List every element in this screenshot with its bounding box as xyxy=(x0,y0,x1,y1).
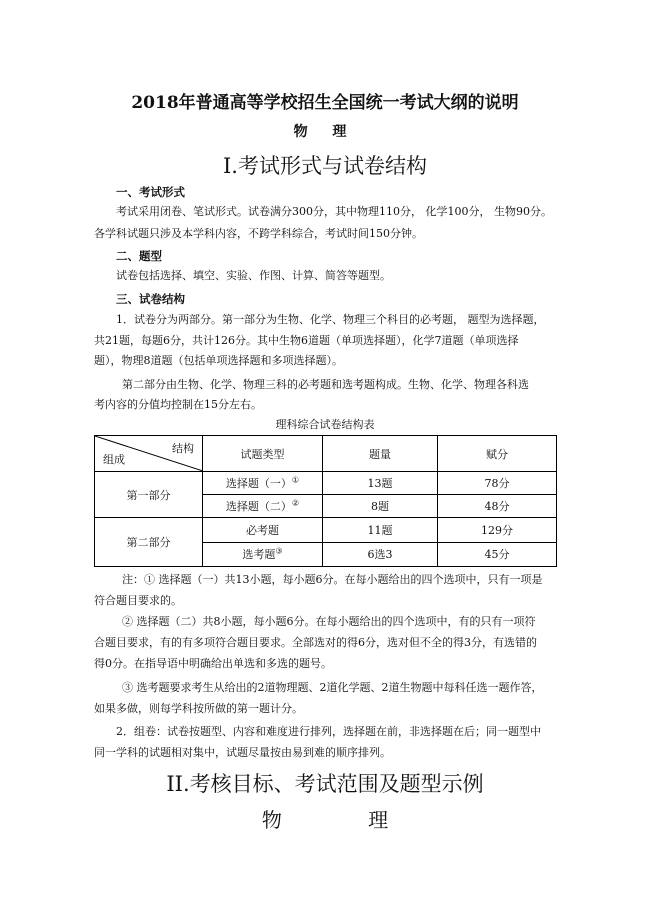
note2-line2: 合题目要求，有的有多项符合题目要求。全部选对的得6分，选对但不全的得3分，有选错的 xyxy=(94,636,537,649)
row-count: 8题 xyxy=(323,495,438,518)
part-two-label: 第二部分 xyxy=(95,518,203,567)
footnote-mark: ① xyxy=(291,475,300,485)
note3-line1: ③ 选考题要求考生从给出的2道物理题、2道化学题、2道生物题中每科任选一题作答， xyxy=(122,681,543,694)
footnote-mark: ③ xyxy=(275,546,283,556)
table-header-row xyxy=(95,436,557,472)
question-type-text: 试卷包括选择、填空、实验、作图、计算、简答等题型。 xyxy=(116,269,391,282)
header-group-label: 组成 xyxy=(103,453,125,466)
note1-line1: 注：① 选择题（一）共13小题，每小题6分。在每小题给出的四个选项中，只有一项是 xyxy=(122,573,543,586)
table-caption: 理科综合试卷结构表 xyxy=(275,418,375,431)
row-count: 11题 xyxy=(323,518,438,543)
note3-line2: 如果多做，则每学科按所做的第一题计分。 xyxy=(94,702,303,715)
subject-title: 物 理 xyxy=(293,124,357,140)
exam-form-text-line-2: 各学科试题只涉及本学科内容，不跨学科综合，考试时间150分钟。 xyxy=(94,227,423,240)
row-type-cell xyxy=(203,518,323,543)
row-count: 6选3 xyxy=(323,542,438,567)
note2-line1: ② 选择题（二）共8小题，每小题6分。在每小题给出的四个选项中，有的只有一项符 xyxy=(122,615,536,628)
header-diagonal-cell xyxy=(95,436,203,472)
structure-para2-line1: 第二部分由生物、化学、物理三科的必考题和选考题构成。生物、化学、物理各科选 xyxy=(122,378,529,391)
row-type-cell xyxy=(203,495,323,518)
header-struct-label: 结构 xyxy=(172,442,194,455)
structure-para2-line2: 考内容的分值均控制在15分左右。 xyxy=(94,398,262,411)
row-score: 48分 xyxy=(438,495,557,518)
assembly-line2: 同一学科的试题相对集中，试题尽量按由易到难的顺序排列。 xyxy=(94,746,391,759)
exam-form-text-line-1: 考试采用闭卷、笔试形式。试卷满分300分，其中物理110分， 化学100分， 生物90分。 xyxy=(116,205,552,218)
header-type: 试题类型 xyxy=(203,436,323,472)
structure-para1-line1: 1．试卷分为两部分。第一部分为生物、化学、物理三个科目的必考题， 题型为选择题， xyxy=(116,313,545,326)
row-type: 选考题 xyxy=(242,548,276,562)
structure-para1-line3: 题），物理8道题（包括单项选择题和多项选择题）。 xyxy=(94,354,343,367)
paper-structure-table xyxy=(94,435,557,567)
document-title: 2018年普通高等学校招生全国统一考试大纲的说明 xyxy=(131,93,519,113)
note2-line3: 得0分。在指导语中明确给出单选和多选的题号。 xyxy=(94,657,332,670)
table-row xyxy=(95,518,557,543)
section-exam-form-heading: 一、考试形式 xyxy=(116,185,185,199)
row-count: 13题 xyxy=(323,472,438,495)
row-type: 必考题 xyxy=(246,523,279,537)
footnote-mark: ② xyxy=(291,498,300,508)
note1-line2: 符合题目要求的。 xyxy=(94,594,182,607)
row-type: 选择题（二） xyxy=(225,500,292,513)
part-one-label: 第一部分 xyxy=(95,472,203,518)
assembly-line1: 2．组卷：试卷按题型、内容和难度进行排列，选择题在前，非选择题在后；同一题型中 xyxy=(116,725,541,738)
row-score: 129分 xyxy=(438,518,557,543)
part-one-heading: I.考试形式与试卷结构 xyxy=(223,154,427,178)
table-row xyxy=(95,472,557,495)
header-count: 题量 xyxy=(323,436,438,472)
row-type-cell xyxy=(203,542,323,567)
header-score: 赋分 xyxy=(438,436,557,472)
section-question-type-heading: 二、题型 xyxy=(116,249,162,263)
part-two-heading: II.考核目标、考试范围及题型示例 xyxy=(166,772,484,796)
row-score: 78分 xyxy=(438,472,557,495)
row-type: 选择题（一） xyxy=(225,477,292,490)
structure-para1-line2: 共21题，每题6分，共计126分。其中生物6道题（单项选择题），化学7道题（单项选择 xyxy=(94,334,519,347)
section-paper-structure-heading: 三、试卷结构 xyxy=(116,292,185,306)
final-subject-title: 物 理 xyxy=(261,808,429,832)
row-type-cell xyxy=(203,472,323,495)
row-score: 45分 xyxy=(438,542,557,567)
